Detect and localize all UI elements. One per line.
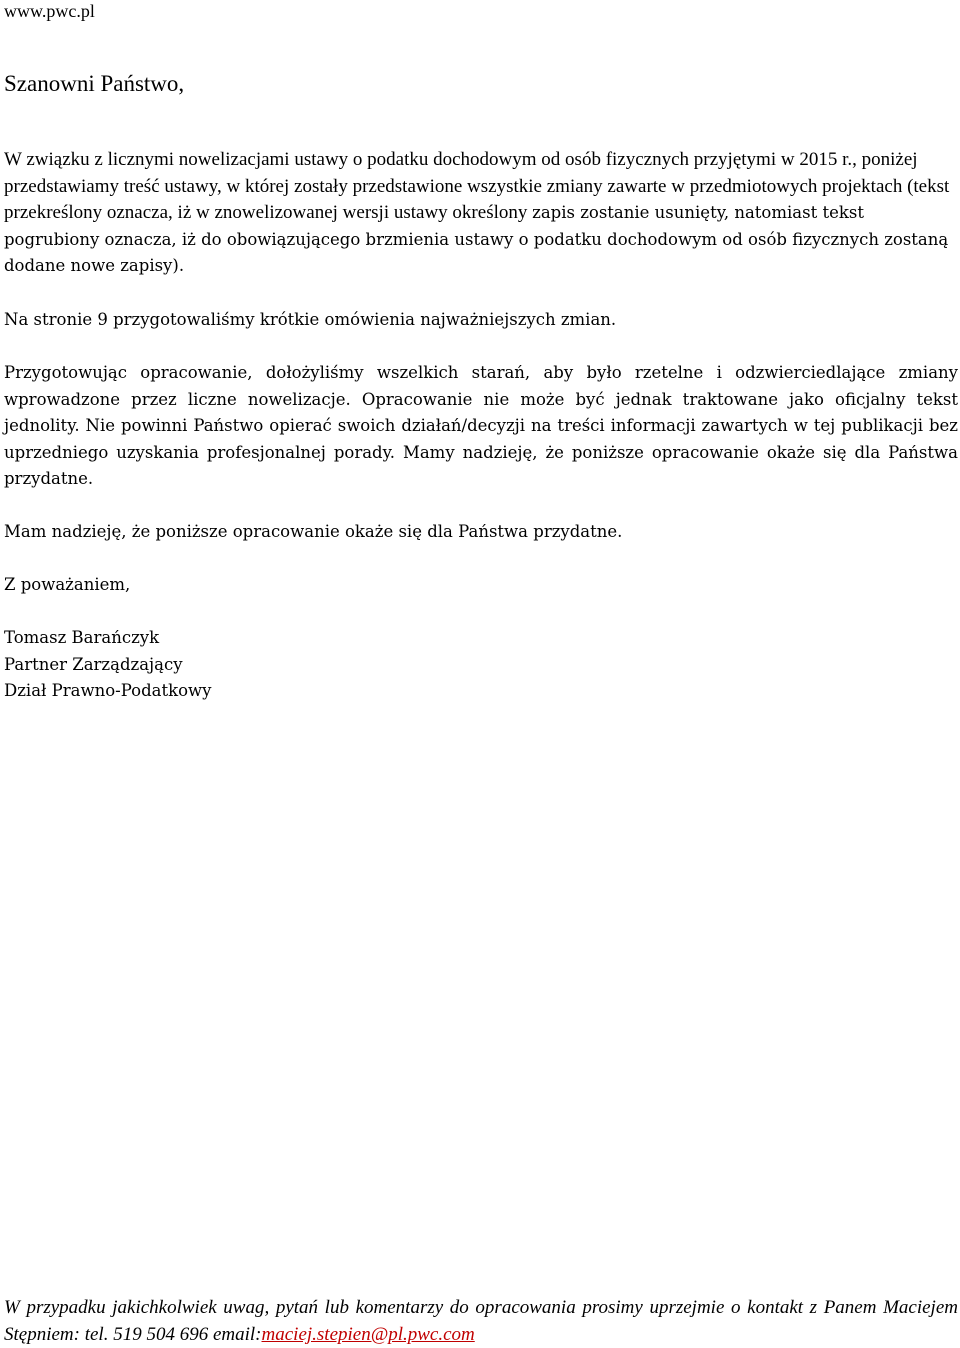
header-url[interactable]: www.pwc.pl — [4, 1, 95, 21]
paragraph-disclaimer: Przygotowując opracowanie, dołożyliśmy wszelkich starań, aby było rzetelne i odzwierciedlające zmiany wprowadzone przez liczne nowelizacje. Opracowanie nie może być jednak traktowane jako oficjalny tekst jednolity. Nie powinni Państwo opierać swoich działań/decyzji na treści informacji zawartych w tej publikacji bez uprzedniego uzyskania profesjonalnej porady. Mamy nadzieję, że poniższe opracowanie okaże się dla Państwa przydatne. — [4, 363, 958, 488]
intro-paragraph — [4, 147, 958, 280]
intro-text-part1: W związku z licznymi nowelizacjami ustawy o podatku dochodowym od osób fizycznych przyjętymi w 2015 r — [4, 149, 848, 170]
signature-department: Dział Prawno-Podatkowy — [4, 681, 212, 700]
signature-title: Partner Zarządzający — [4, 654, 183, 674]
intro-text-part2: ., poniżej przedstawiamy treść ustawy, w której zostały przedstawione wszystkie zmiany zawarte w przedmiotowych projektach (tekst przekreślony oznacza, iż w znowelizowanej wersji ustawy określony — [4, 149, 950, 223]
footer-contact — [4, 1294, 958, 1348]
footer-email-link[interactable]: maciej.stepien@pl.pwc.com — [261, 1324, 475, 1345]
footer-contact-text: W przypadku jakichkolwiek uwag, pytań lub komentarzy do opracowania prosimy uprzejmie o kontakt z Panem Maciejem Stępniem: tel. 519 504 696 email: — [4, 1297, 958, 1345]
signature-block — [4, 625, 958, 705]
signature-name: Tomasz Barańczyk — [4, 628, 160, 647]
salutation: Szanowni Państwo, — [4, 71, 185, 96]
intro-text-part3: zapis zostanie usunięty, natomiast tekst pogrubiony oznacza, iż do obowiązującego brzmienia ustawy o podatku dochodowym od osób fizycznych zostaną dodane nowe zapisy). — [4, 203, 949, 275]
closing-line: Z poważaniem, — [4, 575, 131, 594]
paragraph-hope: Mam nadzieję, że poniższe opracowanie okaże się dla Państwa przydatne. — [4, 522, 623, 541]
paragraph-summary-note: Na stronie 9 przygotowaliśmy krótkie omówienia najważniejszych zmian. — [4, 310, 617, 329]
